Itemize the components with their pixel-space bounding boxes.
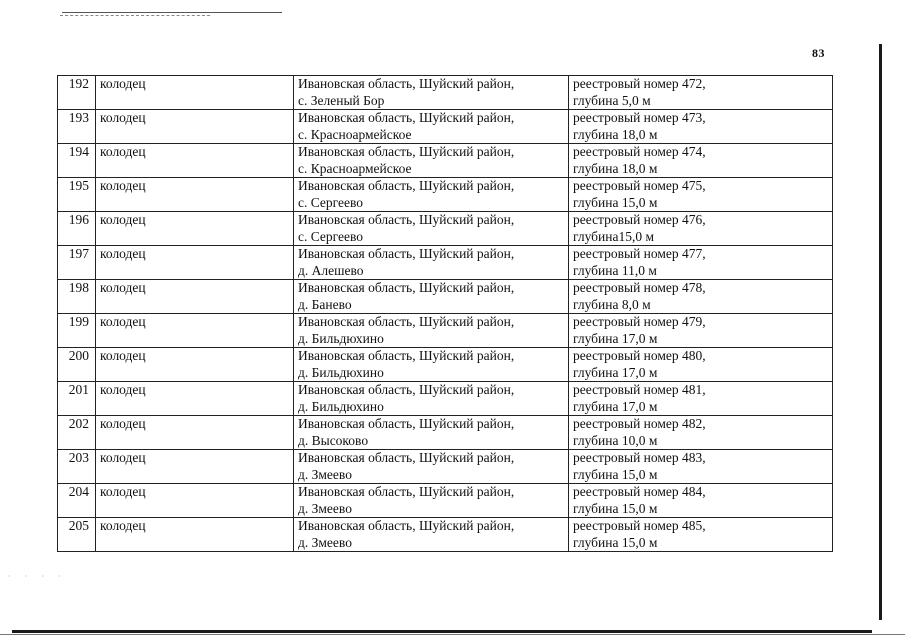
registry-number: реестровый номер 480, [573, 348, 706, 363]
table-row [58, 518, 833, 552]
object-type-cell: колодец [96, 518, 294, 552]
location-settlement: д. Змеево [298, 534, 352, 550]
table-row [58, 416, 833, 450]
location-settlement: с. Красноармейское [298, 160, 412, 176]
registry-number: реестровый номер 476, [573, 212, 706, 227]
registry-info-cell [569, 178, 833, 212]
location-region: Ивановская область, Шуйский район, [298, 280, 515, 295]
row-number-cell: 192 [58, 76, 96, 110]
location-region: Ивановская область, Шуйский район, [298, 178, 515, 193]
table-row [58, 178, 833, 212]
well-depth: глубина 8,0 м [573, 296, 651, 312]
well-depth: глубина 18,0 м [573, 160, 658, 176]
table-row [58, 110, 833, 144]
scan-artifact-top-line [62, 12, 282, 13]
table-row [58, 382, 833, 416]
location-cell [294, 280, 569, 314]
object-type-cell: колодец [96, 416, 294, 450]
object-type-cell: колодец [96, 348, 294, 382]
object-type-cell: колодец [96, 76, 294, 110]
row-number-cell: 201 [58, 382, 96, 416]
object-type-cell: колодец [96, 484, 294, 518]
object-type-cell: колодец [96, 314, 294, 348]
object-type-cell: колодец [96, 246, 294, 280]
location-cell [294, 212, 569, 246]
registry-info-cell [569, 518, 833, 552]
well-depth: глубина 17,0 м [573, 330, 658, 346]
registry-number: реестровый номер 474, [573, 144, 706, 159]
location-settlement: с. Зеленый Бор [298, 92, 385, 108]
well-depth: глубина15,0 м [573, 228, 655, 244]
registry-number: реестровый номер 472, [573, 76, 706, 91]
registry-info-cell [569, 76, 833, 110]
location-settlement: д. Змеево [298, 466, 352, 482]
row-number-cell: 205 [58, 518, 96, 552]
registry-info-cell [569, 450, 833, 484]
location-cell [294, 518, 569, 552]
object-type-cell: колодец [96, 280, 294, 314]
scan-artifact-dots: · · · · [8, 572, 67, 581]
registry-number: реестровый номер 483, [573, 450, 706, 465]
table-row [58, 246, 833, 280]
well-depth: глубина 11,0 м [573, 262, 657, 278]
registry-number: реестровый номер 475, [573, 178, 706, 193]
location-cell [294, 144, 569, 178]
wells-registry-table [57, 75, 833, 552]
location-settlement: д. Бильдюхино [298, 364, 384, 380]
registry-number: реестровый номер 478, [573, 280, 706, 295]
location-region: Ивановская область, Шуйский район, [298, 76, 515, 91]
scan-artifact-bottom-edge [12, 630, 872, 633]
registry-info-cell [569, 212, 833, 246]
location-cell [294, 416, 569, 450]
registry-number: реестровый номер 479, [573, 314, 706, 329]
registry-info-cell [569, 484, 833, 518]
location-cell [294, 76, 569, 110]
row-number-cell: 200 [58, 348, 96, 382]
well-depth: глубина 15,0 м [573, 194, 658, 210]
row-number-cell: 204 [58, 484, 96, 518]
object-type-cell: колодец [96, 178, 294, 212]
well-depth: глубина 15,0 м [573, 534, 658, 550]
location-cell [294, 246, 569, 280]
location-cell [294, 110, 569, 144]
location-cell [294, 484, 569, 518]
object-type-cell: колодец [96, 382, 294, 416]
location-settlement: с. Сергеево [298, 194, 364, 210]
row-number-cell: 197 [58, 246, 96, 280]
table-row [58, 144, 833, 178]
row-number-cell: 193 [58, 110, 96, 144]
location-region: Ивановская область, Шуйский район, [298, 518, 515, 533]
object-type-cell: колодец [96, 110, 294, 144]
table-row [58, 212, 833, 246]
location-settlement: д. Бильдюхино [298, 330, 384, 346]
location-region: Ивановская область, Шуйский район, [298, 144, 515, 159]
row-number-cell: 199 [58, 314, 96, 348]
location-cell [294, 382, 569, 416]
table-row [58, 76, 833, 110]
table-row [58, 450, 833, 484]
location-region: Ивановская область, Шуйский район, [298, 212, 515, 227]
location-region: Ивановская область, Шуйский район, [298, 484, 515, 499]
registry-info-cell [569, 382, 833, 416]
location-settlement: с. Красноармейское [298, 126, 412, 142]
object-type-cell: колодец [96, 450, 294, 484]
registry-info-cell [569, 348, 833, 382]
location-cell [294, 314, 569, 348]
row-number-cell: 194 [58, 144, 96, 178]
registry-info-cell [569, 246, 833, 280]
location-settlement: д. Алешево [298, 262, 364, 278]
row-number-cell: 198 [58, 280, 96, 314]
location-settlement: д. Змеево [298, 500, 352, 516]
registry-info-cell [569, 314, 833, 348]
page-number: 83 [812, 46, 825, 60]
location-region: Ивановская область, Шуйский район, [298, 450, 515, 465]
location-cell [294, 348, 569, 382]
table-row [58, 314, 833, 348]
registry-info-cell [569, 144, 833, 178]
registry-number: реестровый номер 473, [573, 110, 706, 125]
table-row [58, 280, 833, 314]
location-cell [294, 178, 569, 212]
registry-number: реестровый номер 477, [573, 246, 706, 261]
location-region: Ивановская область, Шуйский район, [298, 110, 515, 125]
location-region: Ивановская область, Шуйский район, [298, 382, 515, 397]
well-depth: глубина 17,0 м [573, 398, 658, 414]
object-type-cell: колодец [96, 212, 294, 246]
row-number-cell: 202 [58, 416, 96, 450]
scan-artifact-right-edge [879, 44, 882, 620]
table-body [58, 76, 833, 552]
table-row [58, 348, 833, 382]
row-number-cell: 203 [58, 450, 96, 484]
location-cell [294, 450, 569, 484]
location-settlement: д. Высоково [298, 432, 369, 448]
registry-number: реестровый номер 482, [573, 416, 706, 431]
row-number-cell: 195 [58, 178, 96, 212]
location-settlement: д. Бильдюхино [298, 398, 384, 414]
well-depth: глубина 18,0 м [573, 126, 658, 142]
registry-info-cell [569, 280, 833, 314]
location-region: Ивановская область, Шуйский район, [298, 314, 515, 329]
table-row [58, 484, 833, 518]
location-settlement: д. Банево [298, 296, 352, 312]
scan-artifact-bottom-line [0, 634, 905, 635]
location-region: Ивановская область, Шуйский район, [298, 246, 515, 261]
object-type-cell: колодец [96, 144, 294, 178]
location-settlement: с. Сергеево [298, 228, 364, 244]
location-region: Ивановская область, Шуйский район, [298, 416, 515, 431]
well-depth: глубина 15,0 м [573, 466, 658, 482]
registry-number: реестровый номер 484, [573, 484, 706, 499]
well-depth: глубина 17,0 м [573, 364, 658, 380]
registry-number: реестровый номер 481, [573, 382, 706, 397]
well-depth: глубина 15,0 м [573, 500, 658, 516]
location-region: Ивановская область, Шуйский район, [298, 348, 515, 363]
registry-number: реестровый номер 485, [573, 518, 706, 533]
registry-info-cell [569, 110, 833, 144]
row-number-cell: 196 [58, 212, 96, 246]
well-depth: глубина 5,0 м [573, 92, 651, 108]
scan-artifact-top-dashed-line [60, 15, 210, 16]
well-depth: глубина 10,0 м [573, 432, 658, 448]
registry-info-cell [569, 416, 833, 450]
